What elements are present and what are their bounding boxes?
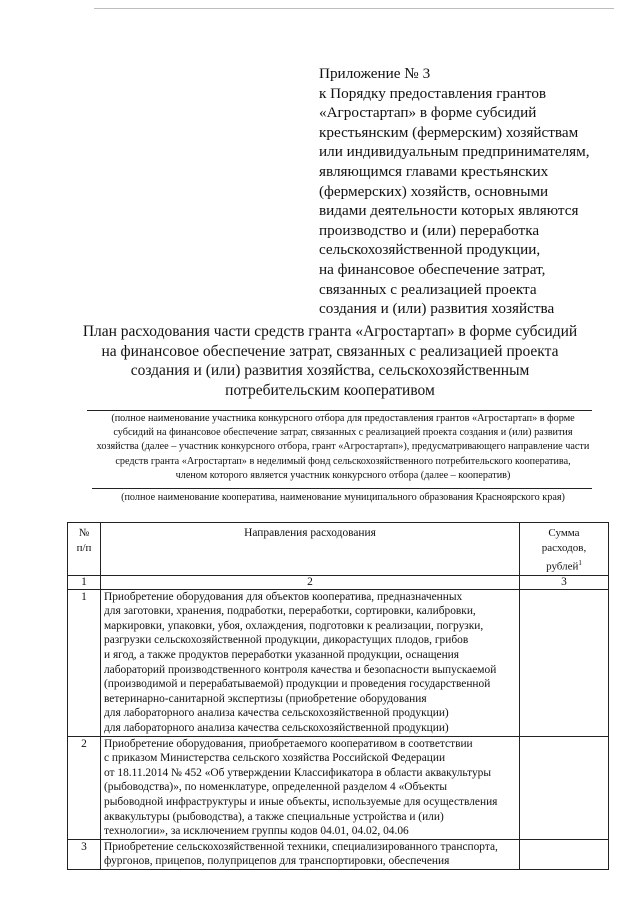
participant-note-line: субсидий на финансовое обеспечение затрат, связанных с реализацией проекта создания и (или) развития xyxy=(113,427,573,439)
cooperative-fill-line xyxy=(92,488,592,489)
row-sum-cell xyxy=(520,589,609,736)
row-text-line: (рыбоводства)», по номенклатуре, определенной разделом 4 «Объекты xyxy=(104,781,447,794)
row-number-cell: 2 xyxy=(68,736,101,839)
row-text-line: Приобретение сельскохозяйственной техники, специализированного транспорта, xyxy=(104,840,498,853)
row-text-line: для лабораторного анализа качества сельскохозяйственной продукции) xyxy=(104,707,449,720)
plan-title-line: План расходования части средств гранта «Агростартап» в форме субсидий xyxy=(82,323,578,340)
row-text-line: лабораторий производственного контроля качества и безопасности выпускаемой xyxy=(104,663,497,676)
index-cell: 1 xyxy=(68,575,101,589)
appendix-line: производство и (или) переработка xyxy=(319,221,540,239)
appendix-line: видами деятельности которых являются xyxy=(319,202,579,220)
row-text-line: разгрузки сельскохозяйственной продукции, дикорастущих плодов, грибов xyxy=(104,634,469,647)
table-row xyxy=(68,736,609,839)
participant-note-line: (полное наименование участника конкурсного отбора для предоставления грантов «Агростартап» в форме xyxy=(111,413,575,424)
row-number-cell: 1 xyxy=(68,589,101,736)
header-number-cell xyxy=(68,523,101,576)
row-text-line: ветеринарно-санитарной экспертизы (приобретение оборудования xyxy=(104,692,427,705)
row-text-line: с приказом Министерства сельского хозяйства Российской Федерации xyxy=(104,752,446,765)
column-index-row xyxy=(68,575,609,589)
cooperative-note xyxy=(78,491,608,505)
row-text-line: Приобретение оборудования, приобретаемого кооперативом в соответствии xyxy=(104,737,473,750)
index-cell: 3 xyxy=(520,575,609,589)
appendix-line: к Порядку предоставления грантов xyxy=(319,84,547,102)
appendix-line: Приложение № 3 xyxy=(319,65,431,82)
participant-note-line: средств гранта «Агростартап» в неделимый фонд сельскохозяйственного потребительского кооператива, xyxy=(115,455,571,467)
expenses-table xyxy=(67,522,609,870)
appendix-line: (фермерских) хозяйств, основными xyxy=(319,182,549,200)
appendix-line: «Агростартап» в форме субсидий xyxy=(319,104,537,122)
row-text-line: технологии», за исключением группы кодов 04.01, 04.02, 04.06 xyxy=(104,825,409,838)
scan-edge-line xyxy=(94,8,614,9)
index-cell: 2 xyxy=(101,575,520,589)
plan-title-line: создания и (или) развития хозяйства, сельскохозяйственным xyxy=(130,362,530,380)
row-text-line: для заготовки, хранения, подработки, переработки, сортировки, калибровки, xyxy=(104,605,476,618)
participant-note-line: членом которого является участник конкурсного отбора (далее – кооператив) xyxy=(175,469,511,481)
row-text-line: для лабораторного анализа качества сельскохозяйственной продукции) xyxy=(104,722,449,734)
row-text-line: от 18.11.2014 № 452 «Об утверждении Классификатора в области аквакультуры xyxy=(104,766,492,779)
appendix-heading xyxy=(319,64,619,319)
row-text-line: аквакультуры (рыбоводства), а также специальные устройства и (или) xyxy=(104,810,444,823)
cooperative-note-line: (полное наименование кооператива, наименование муниципального образования Красноярского края) xyxy=(121,492,565,503)
appendix-line: создания и (или) развития хозяйства xyxy=(319,300,555,318)
footnote-marker: 1 xyxy=(578,559,582,567)
header-sum-line: рублей xyxy=(546,560,579,573)
header-sum-line: Сумма xyxy=(548,527,580,539)
row-text-line: Приобретение оборудования для объектов кооператива, предназначенных xyxy=(104,590,463,603)
row-number-cell: 3 xyxy=(68,839,101,869)
row-text-line: и ягод, а также продуктов переработки указанной продукции, оснащения xyxy=(104,649,459,662)
appendix-line: на финансовое обеспечение затрат, xyxy=(319,260,546,278)
header-direction-cell xyxy=(101,523,520,576)
appendix-line: или индивидуальным предпринимателям, xyxy=(319,143,590,161)
row-text-line: маркировки, упаковки, убоя, охлаждения, подготовки к реализации, погрузки, xyxy=(104,619,484,632)
table-header-row xyxy=(68,523,609,576)
participant-note xyxy=(78,412,608,483)
row-text-line: (производимой и перерабатываемой) продукции и проведения государственной xyxy=(104,678,491,691)
row-text-line: рыбоводной инфраструктуры и иные объекты, используемые для осуществления xyxy=(104,795,498,808)
plan-title-line: потребительским кооперативом xyxy=(225,381,435,399)
participant-note-line: хозяйства (далее – участник конкурсного отбора, грант «Агростартап»), предусматривающего направление части xyxy=(96,441,590,453)
header-direction-label: Направления расходования xyxy=(244,527,376,539)
header-sum-line: расходов, xyxy=(541,542,587,554)
header-number-line: п/п xyxy=(76,542,92,554)
appendix-line: связанных с реализацией проекта xyxy=(319,280,537,298)
row-sum-cell xyxy=(520,839,609,869)
table-row xyxy=(68,589,609,736)
participant-fill-line xyxy=(87,410,592,411)
appendix-line: сельскохозяйственной продукции, xyxy=(319,241,541,259)
header-sum-cell xyxy=(520,523,609,576)
row-direction-cell xyxy=(101,589,520,736)
plan-title xyxy=(70,322,590,400)
header-number-line: № xyxy=(78,527,90,539)
appendix-line: являющимся главами крестьянских xyxy=(319,162,549,180)
table-row xyxy=(68,839,609,869)
row-sum-cell xyxy=(520,736,609,839)
plan-title-line: на финансовое обеспечение затрат, связанных с реализацией проекта xyxy=(101,342,559,360)
row-direction-cell xyxy=(101,736,520,839)
row-text-line: фургонов, прицепов, полуприцепов для транспортировки, обеспечения xyxy=(104,855,450,868)
row-direction-cell xyxy=(101,839,520,869)
appendix-line: крестьянским (фермерским) хозяйствам xyxy=(319,123,579,141)
